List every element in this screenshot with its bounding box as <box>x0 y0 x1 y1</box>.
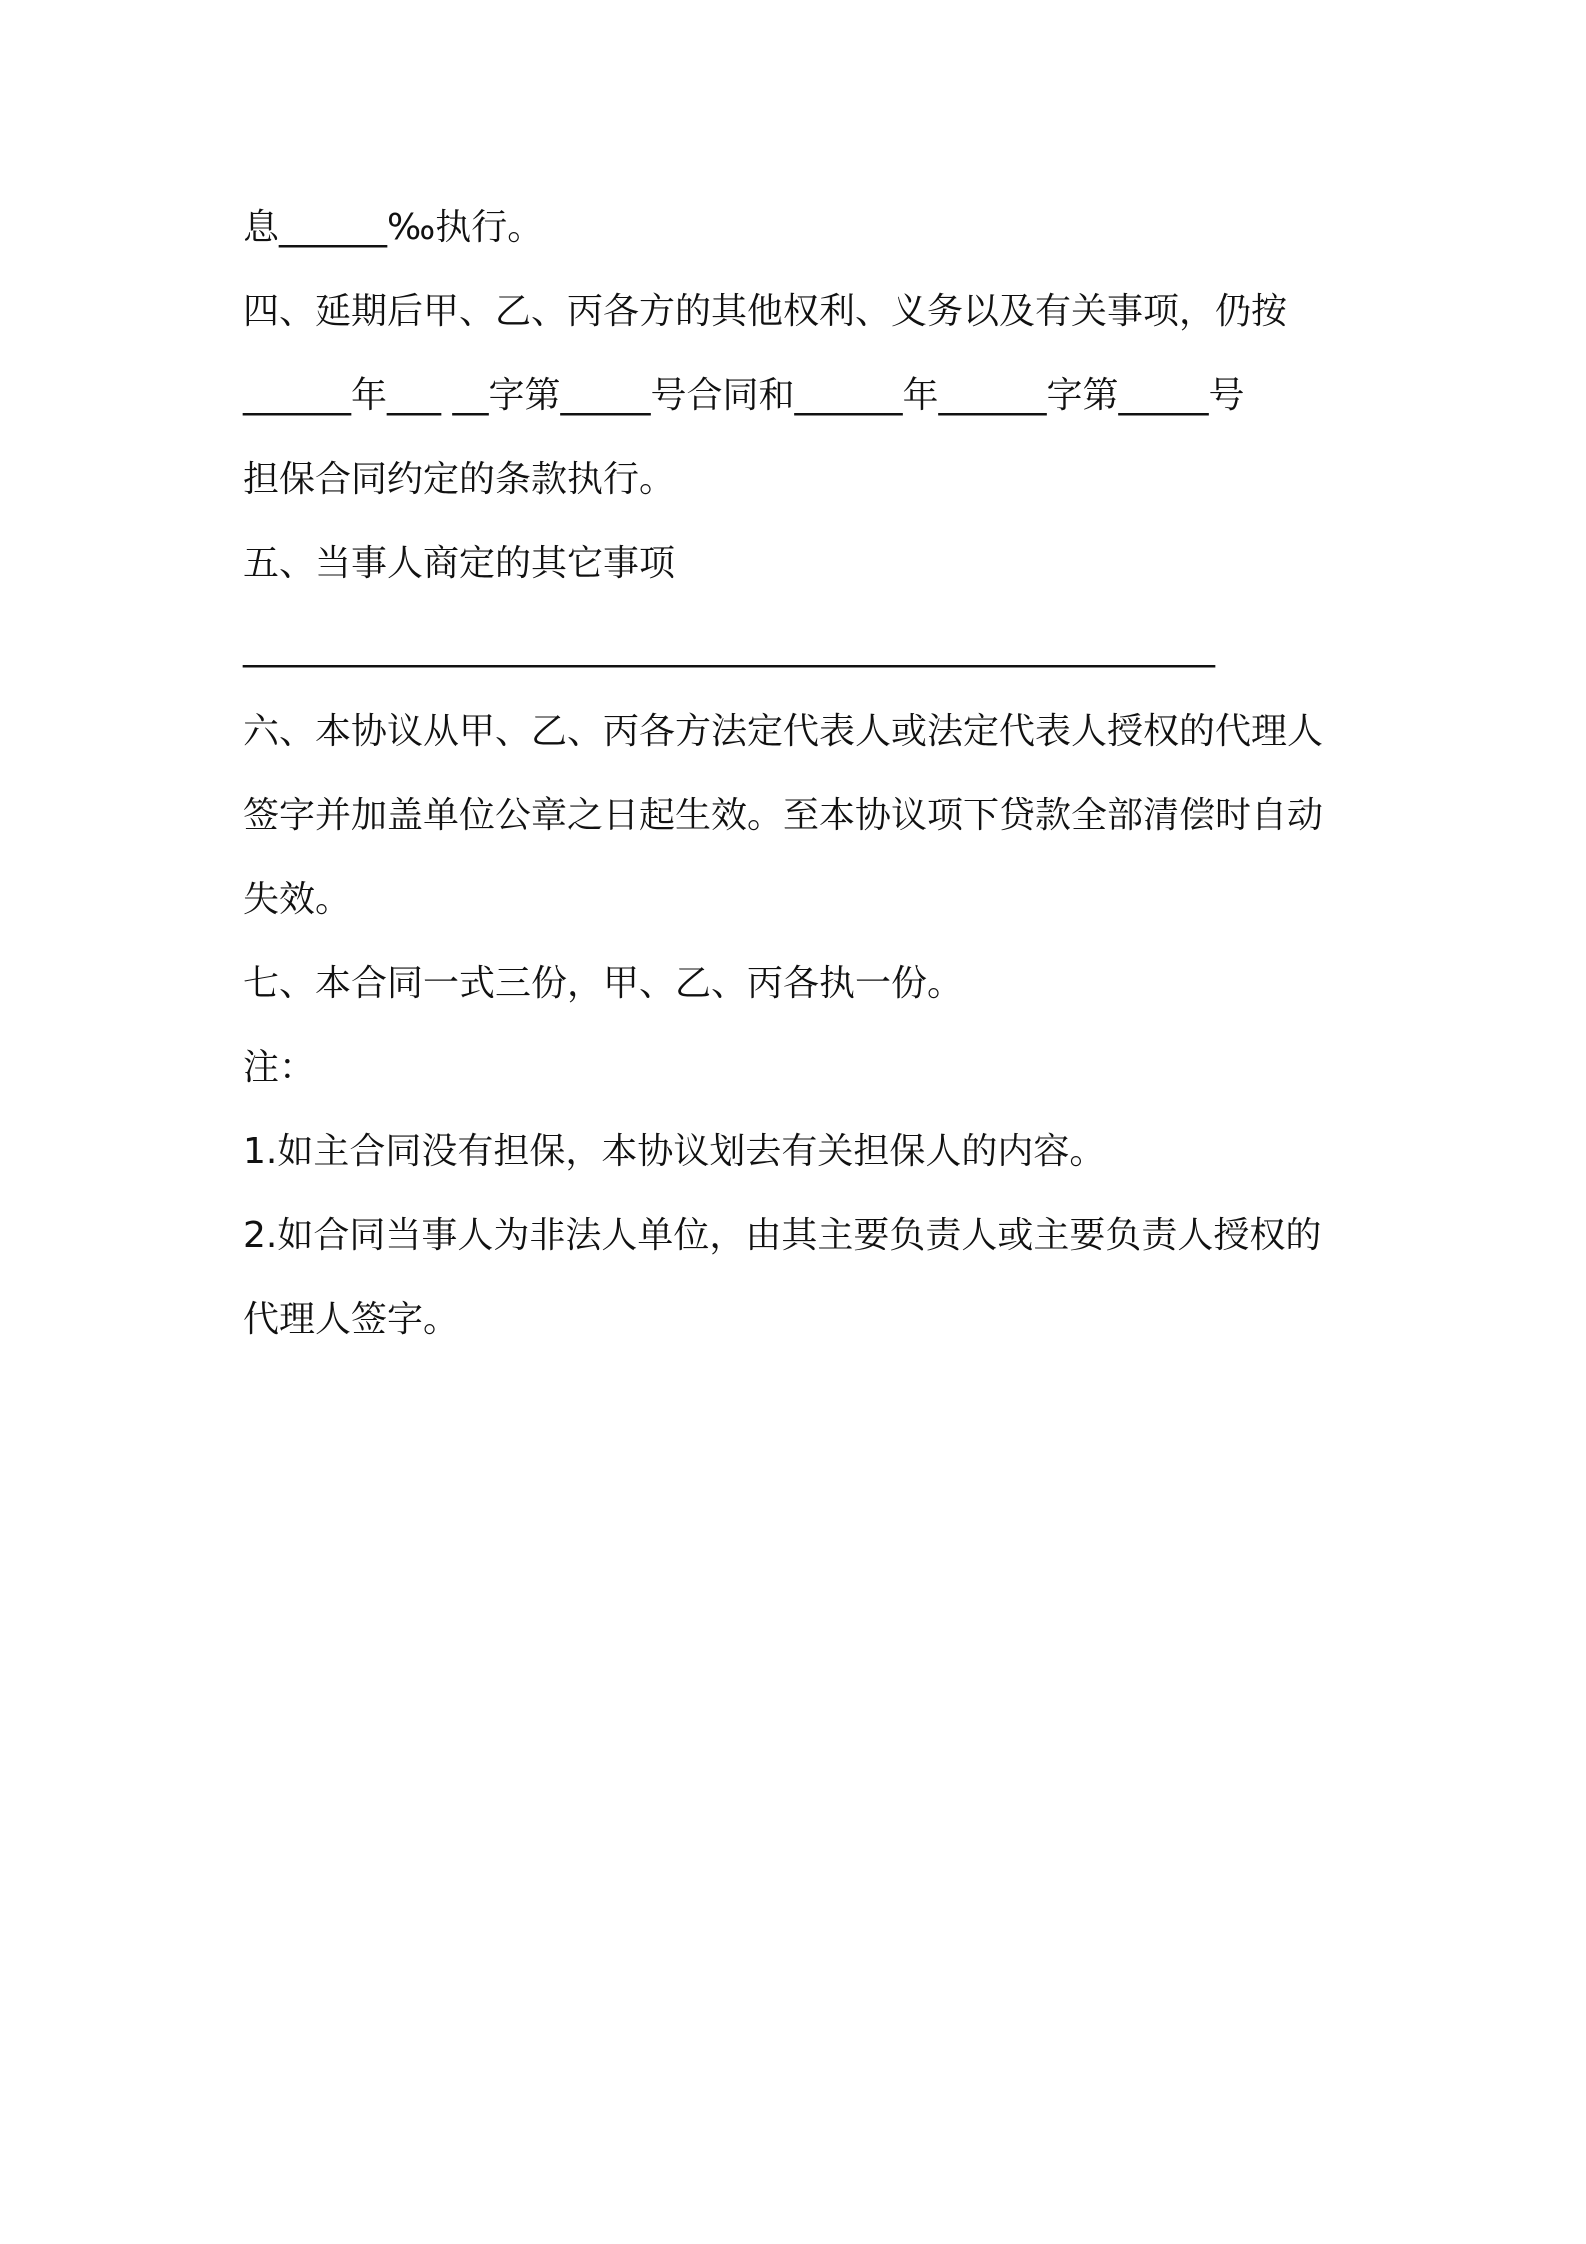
text-line-interest-rate: 息______‰执行。 <box>243 207 544 248</box>
clause-four-line-2: ______年___ __字第_____号合同和______年______字第_____号 <box>243 375 1245 416</box>
clause-four-line-3: 担保合同约定的条款执行。 <box>243 459 676 500</box>
notes-heading: 注： <box>243 1047 316 1088</box>
clause-six-line-2: 签字并加盖单位公章之日起生效。至本协议项下贷款全部清偿时自动 <box>243 795 1324 836</box>
clause-four-line-1: 四、延期后甲、乙、丙各方的其他权利、义务以及有关事项，仍按 <box>243 291 1288 332</box>
note-two-line-1: 2.如合同当事人为非法人单位，由其主要负责人或主要负责人授权的 <box>243 1215 1322 1256</box>
note-one: 1.如主合同没有担保，本协议划去有关担保人的内容。 <box>243 1131 1106 1172</box>
clause-five-blank-line: ______________________________________________________ <box>243 627 1215 668</box>
clause-six-line-1: 六、本协议从甲、乙、丙各方法定代表人或法定代表人授权的代理人 <box>243 711 1324 752</box>
clause-seven: 七、本合同一式三份，甲、乙、丙各执一份。 <box>243 963 964 1004</box>
clause-five-heading: 五、当事人商定的其它事项 <box>243 543 676 584</box>
clause-six-line-3: 失效。 <box>243 879 352 920</box>
note-two-line-2: 代理人签字。 <box>243 1299 460 1340</box>
